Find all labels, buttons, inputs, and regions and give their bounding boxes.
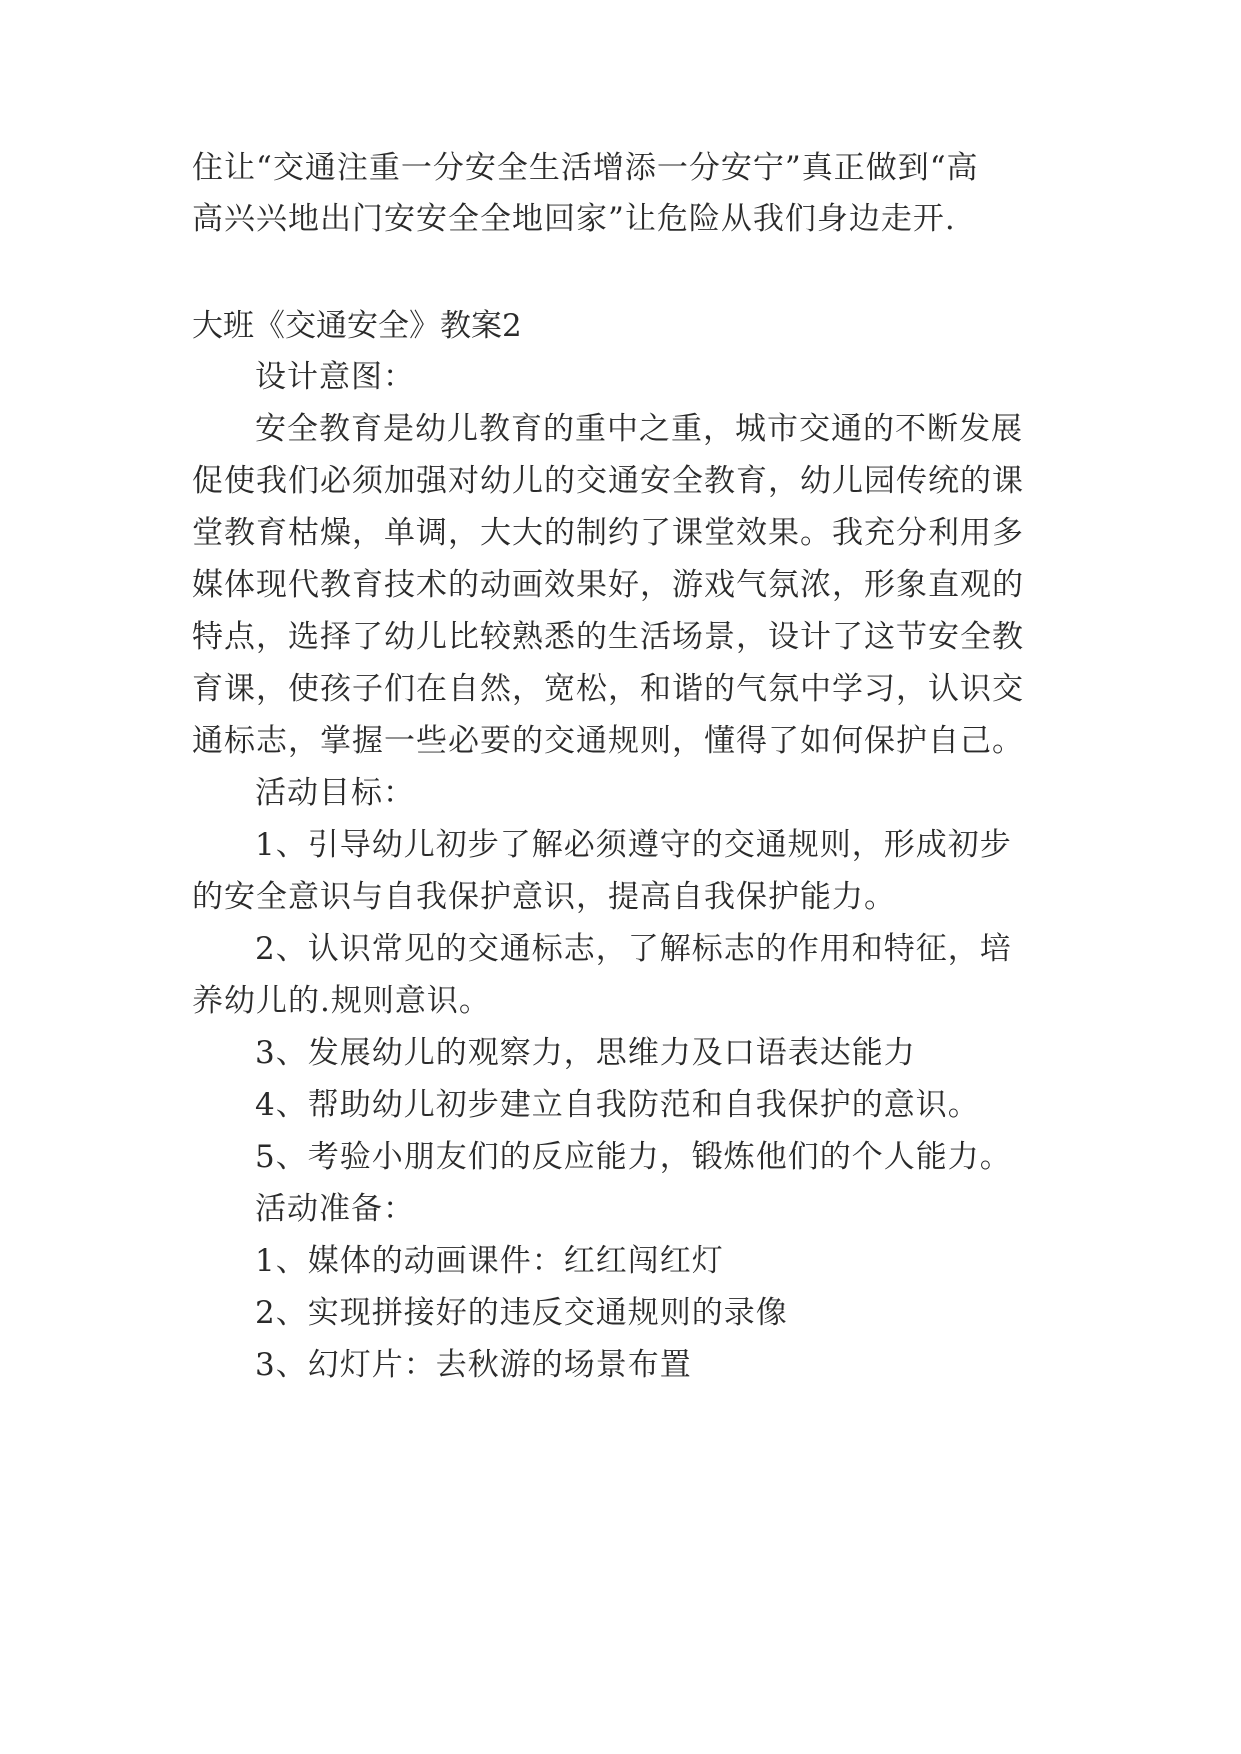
design-intent-line: 堂教育枯燥，单调，大大的制约了课堂效果。我充分利用多	[192, 515, 1024, 551]
goal-item-5: 5、考验小朋友们的反应能力，锻炼他们的个人能力。	[255, 1139, 1012, 1175]
preparation-heading: 活动准备：	[255, 1191, 415, 1227]
goals-heading: 活动目标：	[255, 775, 415, 811]
goal-item-2-line-2: 养幼儿的.规则意识。	[192, 983, 491, 1019]
preparation-item-1: 1、媒体的动画课件：红红闯红灯	[255, 1243, 724, 1279]
intro-line-1: 住让“交通注重一分安全生活增添一分安宁”真正做到“高	[192, 150, 979, 186]
design-intent-line: 促使我们必须加强对幼儿的交通安全教育，幼儿园传统的课	[192, 463, 1024, 499]
section-title: 大班《交通安全》教案2	[192, 308, 522, 344]
goal-item-1-line-1: 1、引导幼儿初步了解必须遵守的交通规则，形成初步	[255, 827, 1012, 863]
goal-item-3: 3、发展幼儿的观察力，思维力及口语表达能力	[255, 1035, 916, 1071]
preparation-item-3: 3、幻灯片：去秋游的场景布置	[255, 1347, 692, 1383]
intro-line-2: 高兴兴地出门安安全全地回家”让危险从我们身边走开.	[192, 201, 956, 237]
preparation-item-2: 2、实现拼接好的违反交通规则的录像	[255, 1295, 788, 1331]
design-intent-line: 媒体现代教育技术的动画效果好，游戏气氛浓，形象直观的	[192, 567, 1024, 603]
design-intent-heading: 设计意图：	[255, 359, 415, 395]
design-intent-line: 育课，使孩子们在自然，宽松，和谐的气氛中学习，认识交	[192, 671, 1024, 707]
design-intent-line: 安全教育是幼儿教育的重中之重，城市交通的不断发展	[255, 411, 1023, 447]
design-intent-line: 特点，选择了幼儿比较熟悉的生活场景，设计了这节安全教	[192, 619, 1024, 655]
goal-item-2-line-1: 2、认识常见的交通标志，了解标志的作用和特征，培	[255, 931, 1012, 967]
design-intent-line: 通标志，掌握一些必要的交通规则，懂得了如何保护自己。	[192, 723, 1024, 759]
goal-item-1-line-2: 的安全意识与自我保护意识，提高自我保护能力。	[192, 879, 896, 915]
goal-item-4: 4、帮助幼儿初步建立自我防范和自我保护的意识。	[255, 1087, 980, 1123]
